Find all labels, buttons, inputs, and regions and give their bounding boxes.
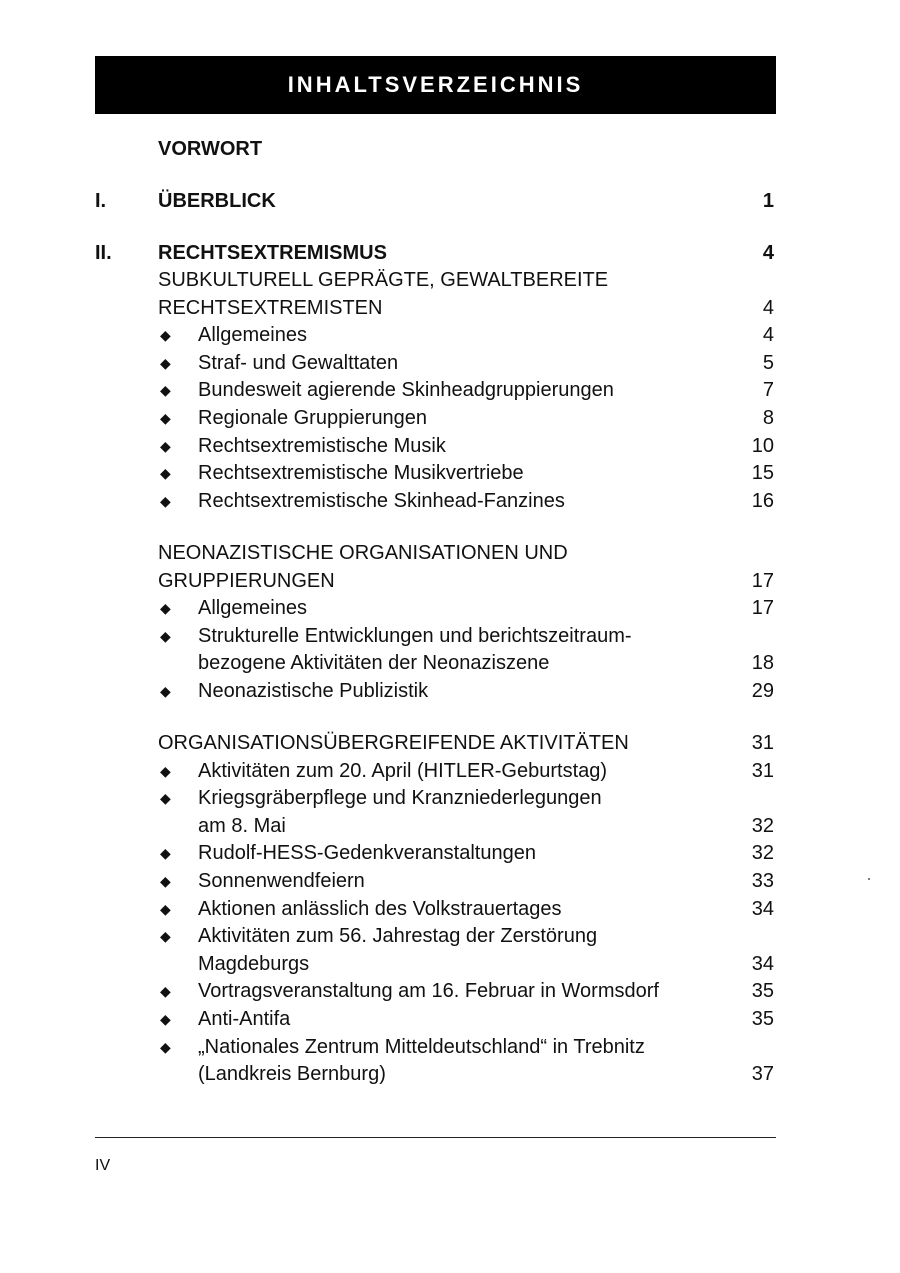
section-heading-label: GRUPPIERUNGEN [158, 569, 335, 592]
toc-subentry[interactable] [0, 1006, 900, 1033]
toc-section-heading[interactable] [0, 295, 900, 322]
toc-subentry[interactable] [0, 896, 900, 923]
subentry-page: 32 [751, 814, 774, 837]
toc-section-heading[interactable] [0, 730, 900, 757]
diamond-bullet-icon: ◆ [160, 382, 171, 399]
toc-subentry[interactable] [0, 595, 900, 622]
subentry-page: 10 [751, 434, 774, 457]
diamond-bullet-icon: ◆ [160, 900, 171, 917]
subentry-label: Allgemeines [198, 324, 307, 347]
toc-subentry[interactable] [0, 785, 900, 812]
subentry-label: Sonnenwendfeiern [198, 870, 365, 892]
diamond-bullet-icon: ◆ [160, 1038, 171, 1055]
subentry-page: 7 [762, 379, 774, 402]
toc-subentry[interactable] [0, 978, 900, 1005]
diamond-bullet-icon: ◆ [160, 437, 171, 454]
diamond-bullet-icon: ◆ [160, 873, 171, 889]
section-heading-label: NEONAZISTISCHE ORGANISATIONEN UND [158, 542, 568, 564]
subentry-page: 15 [751, 462, 774, 485]
diamond-bullet-icon: ◆ [160, 845, 171, 862]
subentry-page: 34 [751, 897, 774, 920]
toc-title: INHALTSVERZEICHNIS [287, 72, 584, 97]
subentry-page: 16 [751, 489, 774, 512]
toc-subentry[interactable] [0, 840, 900, 867]
subentry-page: 5 [762, 351, 774, 374]
section-heading-label: RECHTSEXTREMISTEN [158, 296, 383, 319]
toc-entry-chapter-2[interactable] [0, 240, 900, 267]
diamond-bullet-icon: ◆ [160, 327, 171, 344]
scan-speck [868, 878, 870, 880]
diamond-bullet-icon: ◆ [160, 1011, 171, 1027]
toc-subentry[interactable] [0, 1061, 900, 1088]
section-page: 17 [751, 569, 774, 592]
chapter-label: RECHTSEXTREMISMUS [158, 242, 387, 264]
diamond-bullet-icon: ◆ [160, 983, 171, 1000]
subentry-label: Aktivitäten zum 56. Jahrestag der Zerstörung [198, 925, 598, 948]
subentry-page: 32 [751, 842, 774, 865]
subentry-label: Strukturelle Entwicklungen und berichtszeitraum- [198, 624, 632, 647]
toc-subentry[interactable] [0, 433, 900, 460]
subentry-label: bezogene Aktivitäten der Neonaziszene [198, 652, 550, 675]
chapter-page: 4 [762, 242, 774, 264]
subentry-label: Straf- und Gewalttaten [198, 351, 399, 374]
diamond-bullet-icon: ◆ [160, 627, 171, 644]
subentry-label: Magdeburgs [198, 952, 310, 975]
footer-divider [95, 1137, 776, 1138]
diamond-bullet-icon: ◆ [160, 354, 171, 371]
subentry-page: 18 [751, 652, 774, 675]
toc-subentry[interactable] [0, 951, 900, 978]
diamond-bullet-icon: ◆ [160, 928, 171, 945]
toc-section-heading[interactable] [0, 568, 900, 595]
subentry-page: 37 [751, 1063, 774, 1086]
diamond-bullet-icon: ◆ [160, 465, 171, 482]
subentry-page: 35 [751, 980, 774, 1003]
toc-preface-label: VORWORT [158, 138, 263, 160]
section-page: 31 [751, 732, 774, 754]
toc-title-banner [95, 56, 776, 114]
subentry-page: 34 [751, 952, 774, 975]
footer-page-number: IV [95, 1157, 111, 1174]
toc-entry-chapter-1[interactable] [0, 188, 900, 215]
chapter-page: 1 [762, 190, 774, 212]
section-heading-label: ORGANISATIONSÜBERGREIFENDE AKTIVITÄTEN [158, 732, 629, 754]
toc-subentry[interactable] [0, 488, 900, 515]
subentry-label: Aktivitäten zum 20. April (HITLER-Geburtstag) [198, 759, 608, 782]
section-page: 4 [762, 296, 774, 319]
subentry-label: Anti-Antifa [198, 1008, 291, 1030]
toc-section-heading[interactable] [0, 267, 900, 294]
subentry-label: Regionale Gruppierungen [198, 407, 428, 429]
subentry-label: Rechtsextremistische Skinhead-Fanzines [198, 489, 565, 512]
subentry-page: 17 [751, 597, 774, 620]
subentry-page: 8 [762, 407, 774, 429]
toc-subentry[interactable] [0, 322, 900, 349]
subentry-label: Allgemeines [198, 597, 307, 620]
toc-subentry[interactable] [0, 460, 900, 487]
diamond-bullet-icon: ◆ [160, 410, 171, 426]
section-heading-label: SUBKULTURELL GEPRÄGTE, GEWALTBEREITE [158, 269, 609, 291]
toc-subentry[interactable] [0, 405, 900, 432]
diamond-bullet-icon: ◆ [160, 762, 171, 779]
toc-subentry[interactable] [0, 758, 900, 785]
subentry-label: „Nationales Zentrum Mitteldeutschland“ in Trebnitz [198, 1035, 645, 1058]
diamond-bullet-icon: ◆ [160, 600, 171, 617]
toc-subentry[interactable] [0, 650, 900, 677]
toc-entry-preface[interactable] [0, 136, 900, 163]
toc-subentry[interactable] [0, 377, 900, 404]
subentry-page: 29 [751, 680, 774, 702]
subentry-label: Vortragsveranstaltung am 16. Februar in Wormsdorf [198, 980, 659, 1003]
toc-subentry[interactable] [0, 350, 900, 377]
subentry-label: Neonazistische Publizistik [198, 680, 429, 702]
toc-subentry[interactable] [0, 868, 900, 895]
subentry-label: Aktionen anlässlich des Volkstrauertages [198, 897, 562, 920]
subentry-label: Bundesweit agierende Skinheadgruppierungen [198, 379, 614, 402]
subentry-page: 35 [751, 1008, 774, 1030]
diamond-bullet-icon: ◆ [160, 790, 171, 807]
subentry-label: (Landkreis Bernburg) [198, 1063, 386, 1086]
subentry-page: 31 [751, 759, 774, 782]
subentry-label: am 8. Mai [198, 814, 286, 837]
toc-subentry[interactable] [0, 678, 900, 705]
diamond-bullet-icon: ◆ [160, 683, 171, 699]
toc-subentry[interactable] [0, 1034, 900, 1061]
toc-section-heading[interactable] [0, 540, 900, 567]
subentry-label: Rechtsextremistische Musik [198, 434, 446, 457]
toc-subentry[interactable] [0, 923, 900, 950]
toc-subentry[interactable] [0, 623, 900, 650]
toc-subentry[interactable] [0, 813, 900, 840]
subentry-label: Kriegsgräberpflege und Kranzniederlegungen [198, 787, 602, 810]
chapter-label: ÜBERBLICK [158, 190, 276, 212]
diamond-bullet-icon: ◆ [160, 492, 171, 509]
subentry-label: Rechtsextremistische Musikvertriebe [198, 462, 524, 485]
subentry-page: 33 [751, 870, 774, 892]
subentry-label: Rudolf-HESS-Gedenkveranstaltungen [198, 842, 536, 865]
subentry-page: 4 [762, 324, 774, 347]
chapter-number: II. [95, 242, 112, 264]
chapter-number: I. [95, 190, 107, 212]
